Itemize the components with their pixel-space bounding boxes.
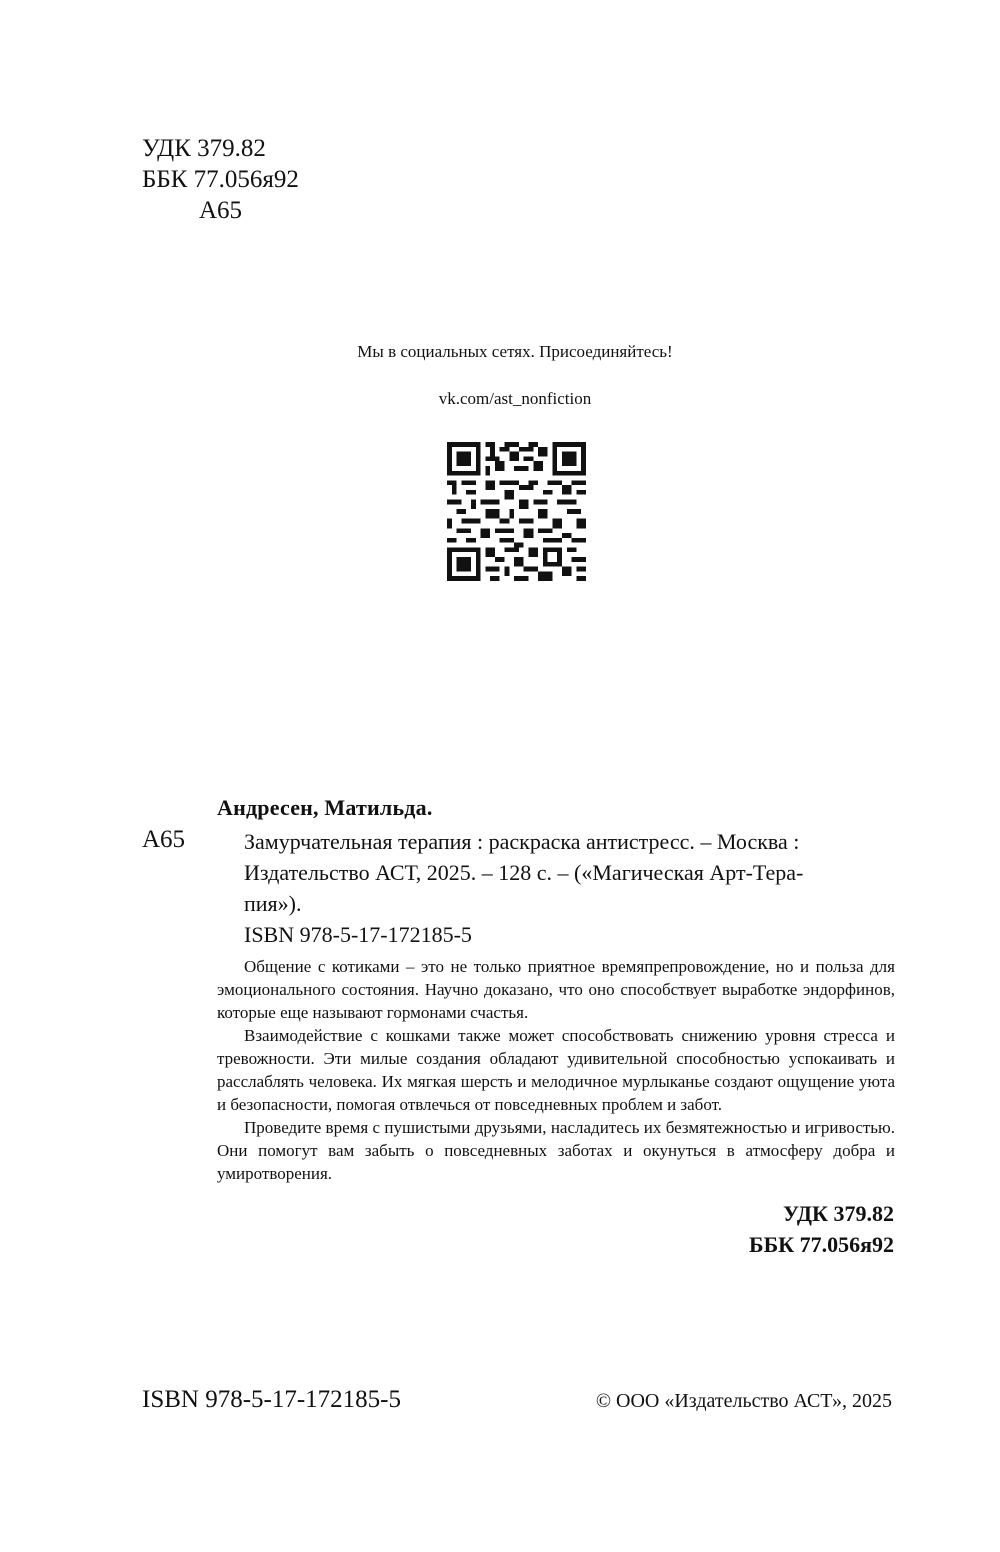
udk-code-bold: УДК 379.82 [782, 1201, 894, 1226]
top-classification-codes [142, 133, 299, 226]
record-author-mark: А65 [142, 826, 186, 853]
author-mark: А65 [199, 197, 243, 224]
bbk-code-bold: ББК 77.056я92 [749, 1232, 894, 1257]
annotation [217, 955, 895, 1185]
udk-code: УДК 379.82 [142, 135, 266, 162]
record-title-line: пия»). [244, 891, 302, 916]
social-link[interactable]: vk.com/ast_nonfiction [438, 389, 592, 408]
record-title-line: Издательство АСТ, 2025. – 128 с. – («Магическая Арт-Тера- [244, 860, 804, 885]
footer-copyright: © ООО «Издательство АСТ», 2025 [595, 1390, 892, 1412]
qr-code-icon[interactable] [447, 442, 586, 581]
social-networks-text: Мы в социальных сетях. Присоединяйтесь! [357, 342, 673, 361]
record-title-line: Замурчательная терапия : раскраска антистресс. – Москва : [244, 829, 800, 854]
record-title [244, 826, 892, 919]
annotation-paragraph: Проведите время с пушистыми друзьями, насладитесь их безмятежностью и игривостью. Они помогут вам забыть о повседневных заботах и окунуться в атмосферу добра и умиротворения. [217, 1118, 895, 1183]
footer-isbn: ISBN 978-5-17-172185-5 [142, 1386, 402, 1413]
record-isbn: ISBN 978-5-17-172185-5 [244, 922, 472, 947]
record-author: Андресен, Матильда. [217, 795, 433, 820]
annotation-paragraph: Взаимодействие с кошками также может способствовать снижению уровня стресса и тревожности. Эти милые создания обладают удивительной способностью успокаивать и расслаблять человека. Их мягкая шерсть и мелодичное мурлыканье создают ощущение уюта и безопасности, помогая отвлечься от повседневных проблем и забот. [217, 1026, 895, 1114]
annotation-paragraph: Общение с котиками – это не только приятное времяпрепровождение, но и польза для эмоционального состояния. Научно доказано, что оно способствует выработке эндорфинов, которые еще называют гормонами счастья. [217, 957, 895, 1022]
bottom-classification-codes [749, 1198, 894, 1260]
bbk-code: ББК 77.056я92 [142, 166, 299, 193]
